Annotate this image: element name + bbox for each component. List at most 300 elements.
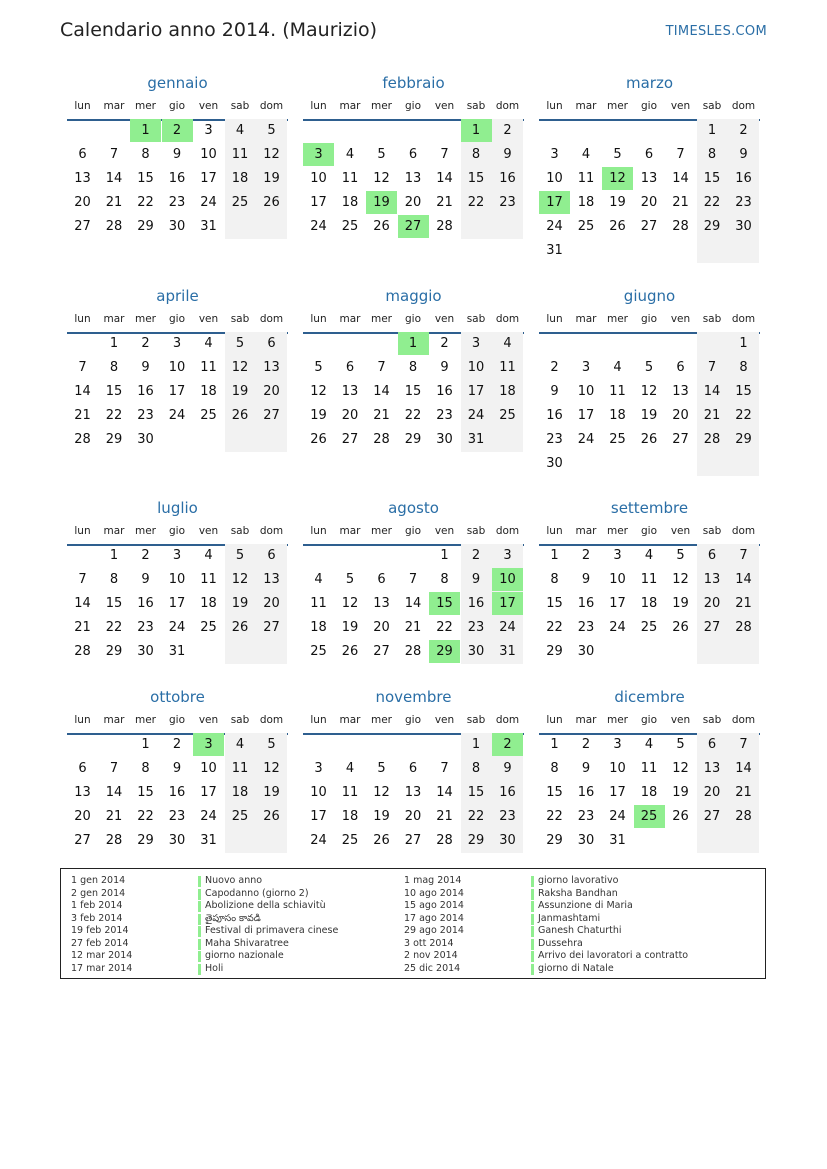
day-cell: 15: [404, 384, 422, 399]
weekday-label: ven: [670, 313, 691, 325]
day-cell: 30: [137, 432, 154, 447]
day-cell: 21: [74, 620, 91, 635]
day-cell: 13: [373, 596, 390, 611]
day-cell: 11: [577, 171, 595, 186]
day-cell: 24: [310, 219, 327, 234]
day-cell: 13: [74, 785, 91, 800]
day-cell: 24: [200, 195, 217, 210]
weekday-label: sab: [230, 714, 250, 726]
day-cell: 28: [735, 620, 752, 635]
day-cell: 5: [676, 737, 685, 752]
day-cell: 25: [200, 408, 217, 423]
day-cell: 5: [235, 548, 245, 563]
day-cell: 4: [644, 737, 654, 752]
day-cell: 27: [640, 219, 658, 234]
weekday-label: sab: [466, 313, 486, 325]
weekday-label: mer: [606, 714, 628, 726]
day-cell: 20: [373, 620, 390, 635]
legend-color-marker: [531, 876, 534, 887]
day-cell: 24: [467, 408, 485, 423]
day-cell: 10: [310, 785, 327, 800]
day-cell: 8: [109, 360, 119, 375]
weekday-label: mar: [339, 100, 361, 112]
month-title: febbraio: [382, 74, 445, 92]
day-cell: 29: [404, 432, 422, 447]
day-cell: 8: [141, 761, 150, 776]
day-cell: 31: [499, 644, 516, 659]
day-cell: 8: [471, 761, 481, 776]
day-cell: 1: [109, 548, 119, 563]
weekday-label: dom: [259, 313, 284, 325]
weekday-label: ven: [434, 313, 455, 325]
day-cell: 14: [105, 785, 123, 800]
day-cell: 28: [436, 833, 453, 848]
month-title: gennaio: [147, 74, 208, 92]
day-cell: 9: [172, 147, 182, 162]
day-cell: 30: [467, 644, 485, 659]
day-cell: 19: [341, 620, 359, 635]
day-cell: 20: [703, 785, 721, 800]
weekday-header: [303, 313, 524, 327]
legend-color-marker: [531, 926, 534, 937]
day-cell: 26: [640, 432, 658, 447]
weekday-label: ven: [670, 100, 691, 112]
holiday-day-cell: 3: [303, 143, 334, 166]
day-cell: 2: [141, 336, 150, 351]
day-cell: 6: [267, 548, 276, 563]
day-cell: 26: [672, 620, 689, 635]
weekday-header: [67, 100, 288, 114]
day-cell: 16: [499, 785, 516, 800]
legend-holiday-name: Festival di primavera cinese: [205, 925, 339, 936]
weekday-label: mer: [134, 313, 156, 325]
day-cell: 4: [581, 147, 591, 162]
holiday-day-cell: 29: [429, 640, 460, 663]
weekday-label: mer: [606, 525, 628, 537]
day-cell: 24: [609, 620, 626, 635]
weekday-label: dom: [259, 714, 284, 726]
weekday-label: mar: [339, 714, 361, 726]
day-cell: 24: [168, 620, 186, 635]
weekday-label: lun: [310, 313, 327, 325]
weekday-label: gio: [168, 714, 185, 726]
weekday-label: mer: [606, 100, 628, 112]
weekday-label: sab: [702, 313, 722, 325]
day-cell: 28: [436, 219, 453, 234]
day-cell: 22: [105, 620, 123, 635]
day-cell: 19: [672, 596, 689, 611]
day-cell: 18: [609, 408, 626, 423]
weekday-label: ven: [198, 313, 219, 325]
day-cell: 26: [672, 809, 689, 824]
legend-date: 2 nov 2014: [404, 950, 458, 961]
day-cell: 28: [74, 432, 91, 447]
legend-date: 29 ago 2014: [404, 925, 464, 936]
day-cell: 24: [168, 408, 186, 423]
weekday-label: mar: [339, 525, 361, 537]
day-cell: 10: [467, 360, 485, 375]
day-cell: 27: [341, 432, 359, 447]
day-cell: 4: [314, 572, 323, 587]
day-cell: 29: [735, 432, 752, 447]
day-cell: 13: [74, 171, 91, 186]
day-cell: 6: [345, 360, 355, 375]
day-cell: 25: [200, 620, 217, 635]
day-cell: 16: [137, 384, 154, 399]
weekday-label: lun: [546, 714, 563, 726]
day-cell: 15: [137, 171, 154, 186]
weekday-label: gio: [404, 525, 421, 537]
day-cell: 14: [373, 384, 390, 399]
day-cell: 7: [440, 761, 449, 776]
legend-color-marker: [198, 901, 201, 912]
day-cell: 16: [546, 408, 563, 423]
day-cell: 5: [613, 147, 622, 162]
day-cell: 11: [499, 360, 516, 375]
day-cell: 19: [263, 171, 280, 186]
weekday-label: sab: [230, 100, 250, 112]
weekday-header: [539, 100, 760, 114]
day-cell: 17: [310, 195, 327, 210]
weekday-label: dom: [259, 525, 284, 537]
day-cell: 28: [373, 432, 390, 447]
legend-date: 12 mar 2014: [71, 950, 133, 961]
weekday-label: dom: [495, 714, 520, 726]
day-cell: 5: [235, 336, 245, 351]
day-cell: 13: [263, 360, 280, 375]
legend-date: 25 dic 2014: [404, 962, 461, 974]
weekday-label: dom: [495, 525, 520, 537]
weekday-label: sab: [230, 525, 250, 537]
day-cell: 27: [672, 432, 689, 447]
day-cell: 11: [341, 785, 359, 800]
day-cell: 30: [577, 644, 595, 659]
site-link[interactable]: TIMESLES.COM: [665, 24, 767, 39]
day-cell: 4: [235, 737, 245, 752]
legend-color-marker: [531, 951, 534, 962]
day-cell: 30: [499, 833, 516, 848]
day-cell: 4: [503, 336, 512, 351]
weekday-label: sab: [702, 714, 722, 726]
weekday-label: mar: [103, 100, 125, 112]
weekday-label: ven: [434, 714, 455, 726]
day-cell: 18: [499, 384, 516, 399]
weekday-label: gio: [404, 714, 421, 726]
day-cell: 11: [200, 360, 217, 375]
day-cell: 7: [676, 147, 685, 162]
day-cell: 15: [105, 384, 123, 399]
day-cell: 20: [74, 809, 91, 824]
day-cell: 30: [168, 833, 186, 848]
day-cell: 11: [640, 761, 658, 776]
day-cell: 20: [404, 195, 422, 210]
day-cell: 31: [467, 432, 485, 447]
day-cell: 19: [373, 809, 390, 824]
day-cell: 8: [471, 147, 481, 162]
day-cell: 18: [200, 596, 217, 611]
day-cell: 1: [141, 737, 150, 752]
day-cell: 3: [613, 548, 622, 563]
month-title: settembre: [610, 499, 689, 517]
day-cell: 28: [105, 833, 123, 848]
day-cell: 17: [200, 171, 217, 186]
day-cell: 5: [267, 737, 276, 752]
day-cell: 1: [739, 336, 748, 351]
day-cell: 14: [74, 596, 91, 611]
legend-holiday-name: Maha Shivaratree: [205, 937, 289, 949]
weekday-label: sab: [466, 100, 486, 112]
day-cell: 22: [467, 195, 485, 210]
day-cell: 20: [640, 195, 658, 210]
day-cell: 21: [672, 195, 689, 210]
legend-holiday-name: Janmashtami: [538, 912, 601, 924]
legend-color-marker: [198, 926, 201, 937]
day-cell: 3: [581, 360, 591, 375]
day-cell: 19: [609, 195, 626, 210]
day-cell: 3: [172, 336, 182, 351]
legend-date: 17 ago 2014: [404, 912, 464, 924]
day-cell: 28: [735, 809, 752, 824]
day-cell: 18: [640, 596, 658, 611]
day-cell: 18: [577, 195, 595, 210]
day-cell: 14: [436, 171, 453, 186]
day-cell: 9: [503, 761, 512, 776]
weekday-label: gio: [640, 100, 657, 112]
day-cell: 11: [341, 171, 359, 186]
day-cell: 6: [707, 548, 717, 563]
day-cell: 12: [373, 171, 390, 186]
day-cell: 29: [546, 644, 563, 659]
day-cell: 23: [577, 620, 595, 635]
day-cell: 10: [168, 572, 186, 587]
day-cell: 11: [231, 761, 249, 776]
day-cell: 11: [609, 384, 626, 399]
day-cell: 7: [408, 572, 418, 587]
day-cell: 31: [200, 219, 217, 234]
holiday-day-cell: 12: [602, 167, 633, 190]
day-cell: 16: [168, 785, 186, 800]
day-cell: 10: [200, 147, 217, 162]
day-cell: 23: [499, 809, 516, 824]
holiday-day-cell: 25: [634, 805, 665, 828]
day-cell: 6: [78, 761, 87, 776]
day-cell: 2: [739, 123, 748, 138]
day-cell: 11: [231, 147, 249, 162]
day-cell: 8: [550, 572, 559, 587]
weekday-label: gio: [404, 313, 421, 325]
day-cell: 23: [467, 620, 485, 635]
holiday-day-cell: 2: [492, 733, 523, 756]
day-cell: 6: [377, 572, 386, 587]
day-cell: 8: [141, 147, 150, 162]
day-cell: 23: [546, 432, 563, 447]
day-cell: 14: [735, 572, 752, 587]
day-cell: 5: [345, 572, 355, 587]
day-cell: 8: [739, 360, 748, 375]
day-cell: 17: [577, 408, 595, 423]
holiday-day-cell: 17: [492, 592, 523, 615]
day-cell: 22: [546, 809, 563, 824]
day-cell: 12: [341, 596, 359, 611]
day-cell: 26: [263, 195, 280, 210]
legend-date: 17 mar 2014: [71, 962, 133, 974]
weekday-label: mar: [575, 714, 597, 726]
day-cell: 25: [341, 219, 359, 234]
day-cell: 26: [263, 809, 280, 824]
day-cell: 18: [200, 384, 217, 399]
day-cell: 9: [141, 572, 150, 587]
weekday-label: mar: [103, 714, 125, 726]
day-cell: 8: [550, 761, 559, 776]
day-cell: 18: [231, 785, 249, 800]
legend-date: 1 mag 2014: [404, 875, 462, 886]
day-cell: 21: [404, 620, 422, 635]
legend-holiday-name: Arrivo dei lavoratori a contratto: [538, 950, 689, 961]
legend-date: 2 gen 2014: [71, 887, 126, 899]
day-cell: 15: [546, 785, 563, 800]
day-cell: 14: [703, 384, 721, 399]
day-cell: 27: [74, 219, 91, 234]
weekday-header: [303, 525, 524, 539]
day-cell: 23: [168, 809, 186, 824]
day-cell: 1: [550, 737, 559, 752]
day-cell: 22: [137, 809, 154, 824]
day-cell: 1: [109, 336, 119, 351]
day-cell: 23: [436, 408, 453, 423]
legend-date: 1 feb 2014: [71, 900, 123, 911]
month-title: ottobre: [150, 688, 205, 706]
holiday-day-cell: 15: [429, 592, 460, 615]
day-cell: 2: [581, 548, 591, 563]
weekday-label: mar: [339, 313, 361, 325]
day-cell: 12: [263, 147, 280, 162]
day-cell: 27: [74, 833, 91, 848]
day-cell: 2: [503, 123, 512, 138]
day-cell: 12: [263, 761, 280, 776]
day-cell: 16: [577, 785, 595, 800]
holiday-day-cell: 1: [130, 119, 161, 142]
legend-date: 27 feb 2014: [71, 937, 129, 949]
day-cell: 22: [467, 809, 485, 824]
weekday-label: gio: [168, 313, 185, 325]
day-cell: 9: [581, 761, 591, 776]
day-cell: 29: [703, 219, 721, 234]
day-cell: 20: [263, 384, 280, 399]
day-cell: 4: [345, 147, 355, 162]
weekday-label: dom: [259, 100, 284, 112]
day-cell: 25: [310, 644, 327, 659]
holiday-day-cell: 10: [492, 568, 523, 591]
weekday-header: [539, 313, 760, 327]
day-cell: 16: [436, 384, 453, 399]
day-cell: 24: [310, 833, 327, 848]
day-cell: 6: [78, 147, 87, 162]
day-cell: 7: [377, 360, 386, 375]
day-cell: 26: [310, 432, 327, 447]
day-cell: 7: [739, 548, 748, 563]
day-cell: 27: [404, 833, 422, 848]
weekday-label: gio: [640, 525, 657, 537]
day-cell: 24: [200, 809, 217, 824]
day-cell: 26: [373, 833, 390, 848]
weekday-label: mer: [134, 100, 156, 112]
day-cell: 23: [137, 408, 154, 423]
weekday-label: dom: [731, 525, 756, 537]
day-cell: 5: [676, 548, 685, 563]
day-cell: 17: [467, 384, 485, 399]
weekday-label: dom: [731, 100, 756, 112]
day-cell: 17: [609, 596, 626, 611]
day-cell: 14: [74, 384, 91, 399]
weekday-label: mer: [370, 525, 392, 537]
day-cell: 13: [703, 572, 721, 587]
day-cell: 15: [105, 596, 123, 611]
day-cell: 15: [703, 171, 721, 186]
day-cell: 7: [109, 761, 119, 776]
legend-color-marker: [198, 914, 201, 925]
holiday-legend: [60, 868, 766, 979]
weekday-label: mar: [575, 525, 597, 537]
day-cell: 2: [440, 336, 449, 351]
weekday-label: mar: [103, 525, 125, 537]
day-cell: 30: [546, 456, 563, 471]
day-cell: 18: [231, 171, 249, 186]
day-cell: 10: [609, 761, 626, 776]
weekday-label: lun: [74, 100, 91, 112]
day-cell: 19: [231, 596, 249, 611]
legend-holiday-name: giorno di Natale: [538, 962, 614, 974]
day-cell: 30: [168, 219, 186, 234]
day-cell: 3: [172, 548, 182, 563]
day-cell: 12: [672, 572, 689, 587]
day-cell: 10: [546, 171, 563, 186]
day-cell: 12: [373, 785, 390, 800]
legend-holiday-name: Capodanno (giorno 2): [205, 887, 309, 899]
day-cell: 1: [440, 548, 449, 563]
day-cell: 16: [735, 171, 752, 186]
day-cell: 12: [310, 384, 327, 399]
day-cell: 25: [499, 408, 516, 423]
day-cell: 7: [739, 737, 748, 752]
day-cell: 21: [105, 195, 123, 210]
weekday-label: lun: [310, 100, 327, 112]
day-cell: 29: [137, 219, 154, 234]
day-cell: 18: [341, 195, 359, 210]
legend-date: 19 feb 2014: [71, 925, 129, 936]
weekday-label: mar: [103, 313, 125, 325]
day-cell: 4: [613, 360, 622, 375]
day-cell: 30: [436, 432, 453, 447]
weekday-label: ven: [198, 525, 219, 537]
weekday-label: lun: [310, 525, 327, 537]
day-cell: 13: [404, 171, 422, 186]
day-cell: 15: [467, 171, 485, 186]
day-cell: 8: [408, 360, 418, 375]
weekday-label: sab: [466, 714, 486, 726]
day-cell: 20: [703, 596, 721, 611]
weekday-header: [303, 100, 524, 114]
day-cell: 12: [231, 360, 249, 375]
weekday-label: mar: [575, 313, 597, 325]
day-cell: 1: [707, 123, 717, 138]
day-cell: 10: [200, 761, 217, 776]
weekday-label: mer: [134, 525, 156, 537]
day-cell: 9: [550, 384, 559, 399]
weekday-label: sab: [702, 100, 722, 112]
legend-date: 1 gen 2014: [71, 875, 126, 886]
day-cell: 21: [105, 809, 123, 824]
weekday-header: [67, 313, 288, 327]
